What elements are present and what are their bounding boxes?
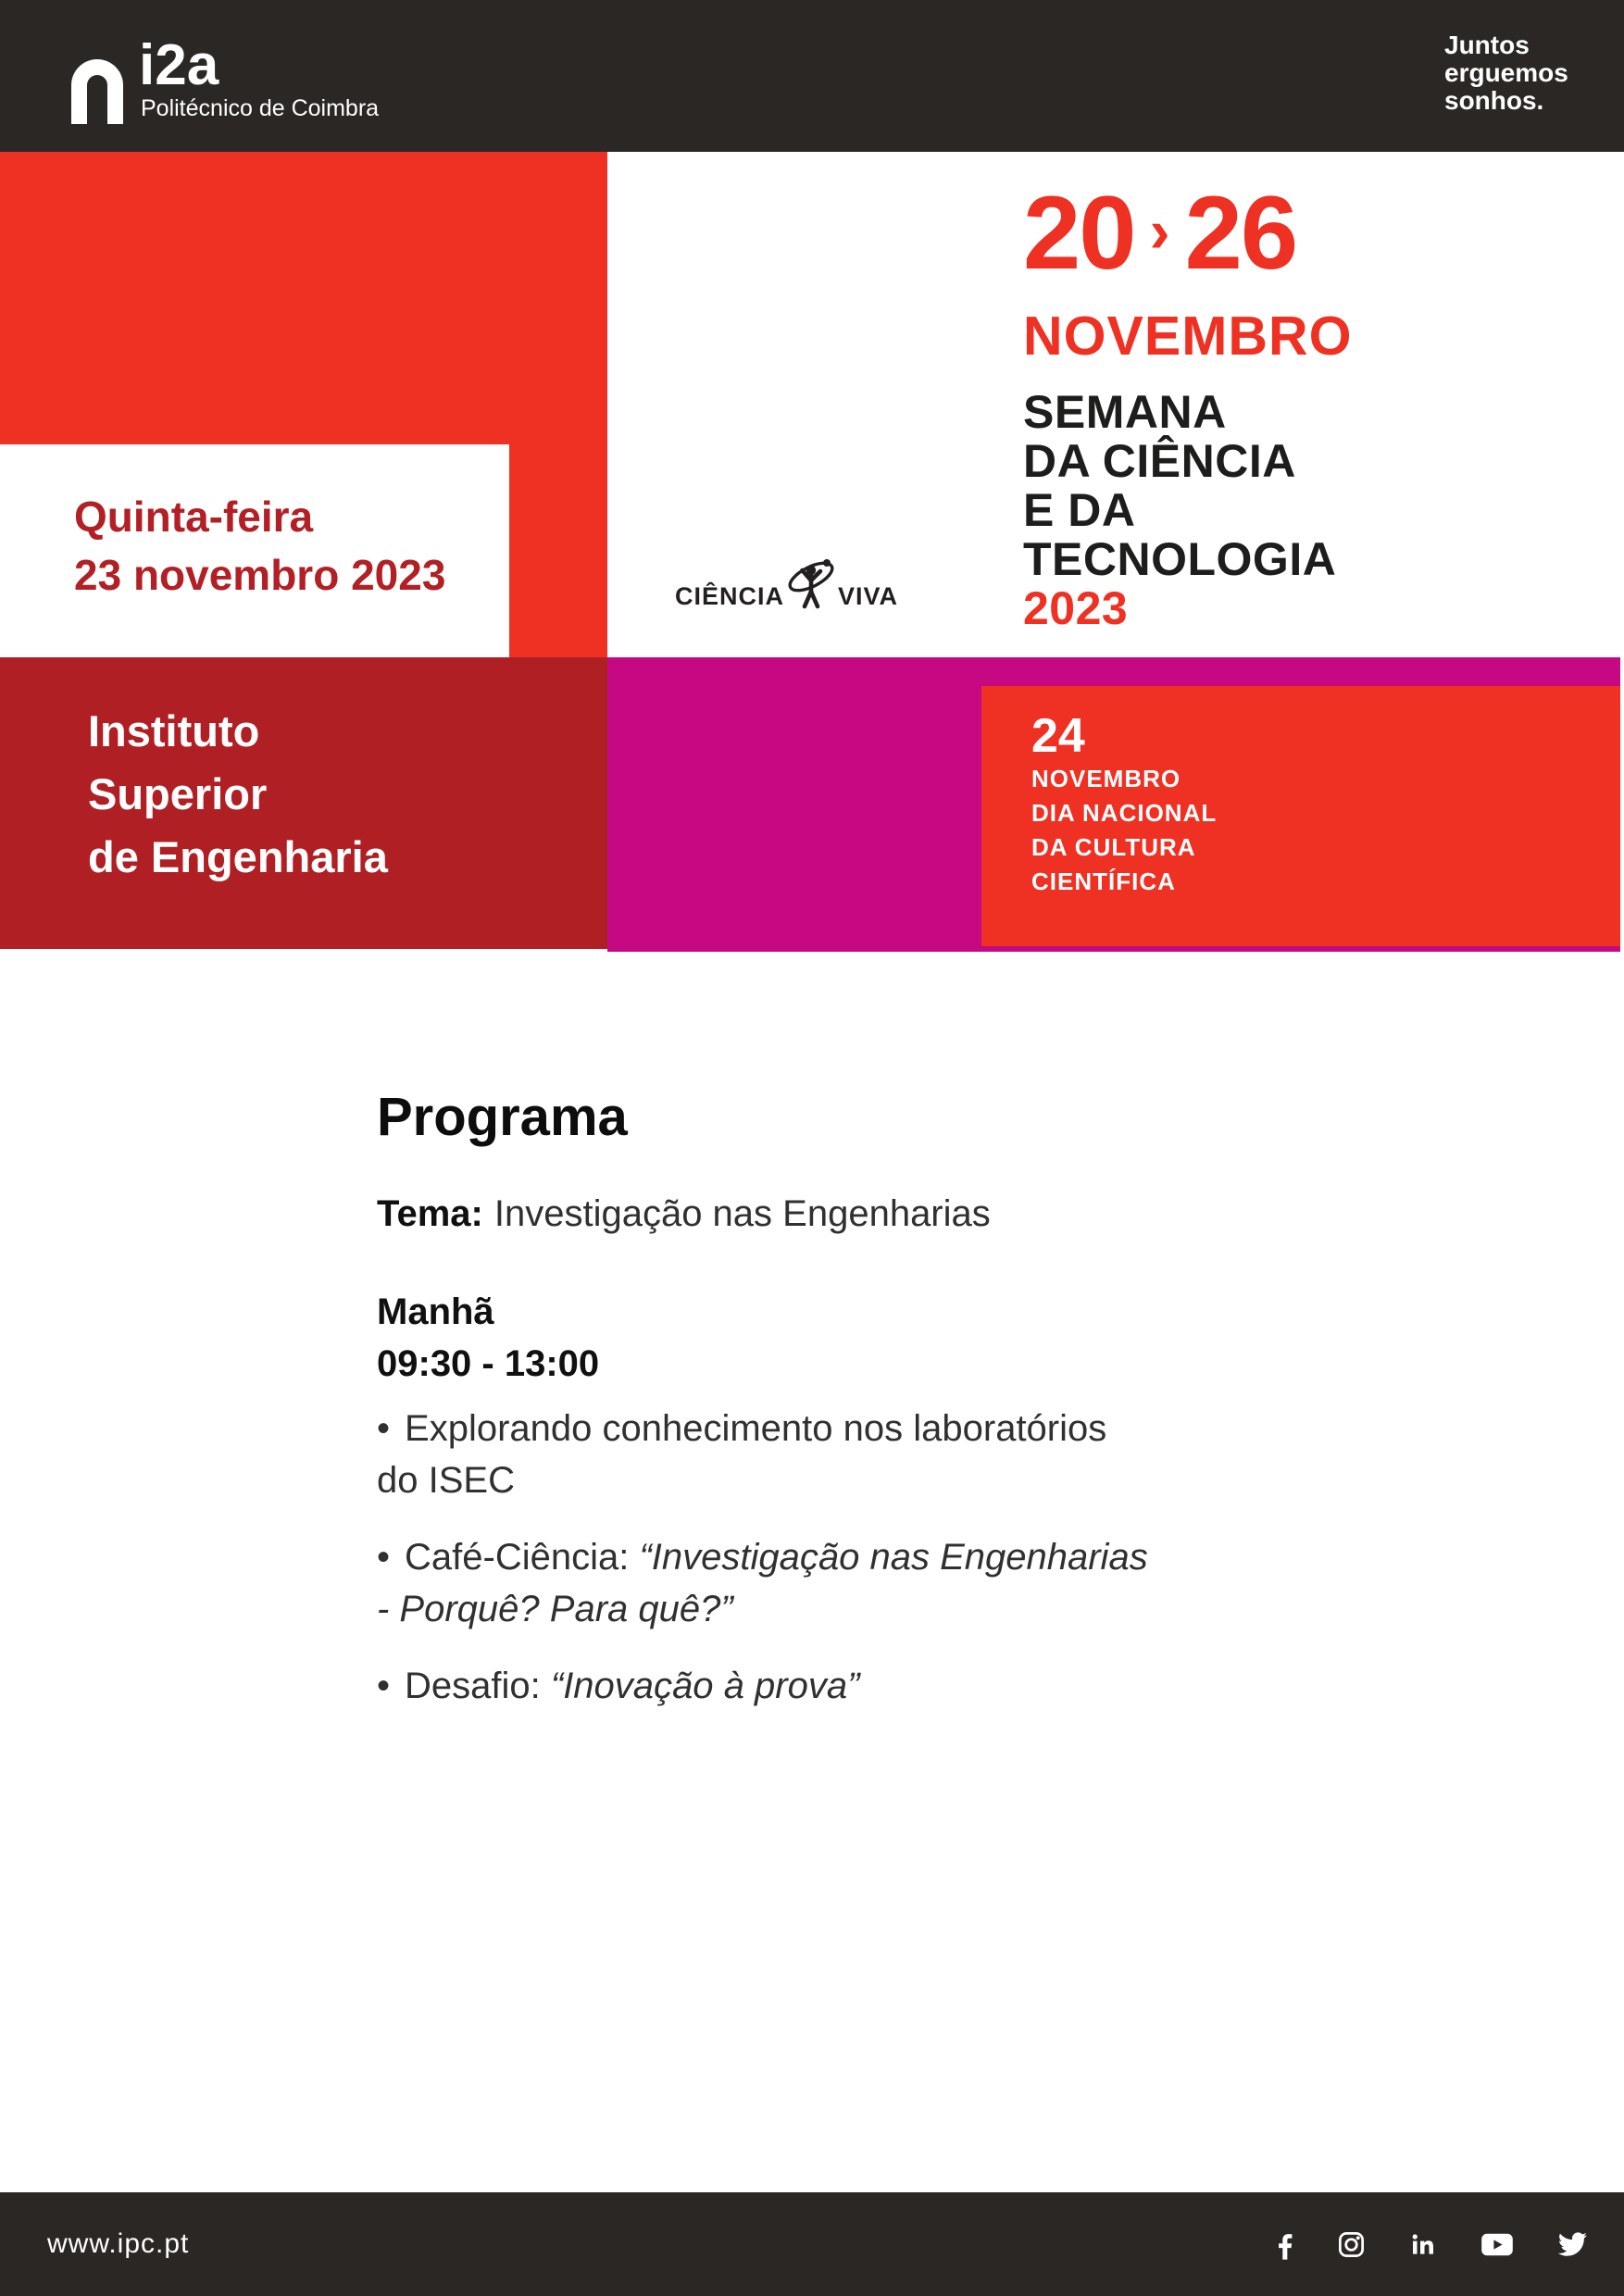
header-bar (0, 0, 1624, 152)
tagline-line: sonhos. (1444, 86, 1544, 115)
hero-title-line: DA CIÊNCIA (1023, 435, 1296, 487)
program-item (377, 1660, 1210, 1712)
hero-title-line: SEMANA (1023, 386, 1227, 438)
facebook-icon (1276, 2228, 1293, 2260)
hero-red-column (509, 444, 607, 657)
highlight-line: DIA NACIONAL (1031, 799, 1218, 827)
brand-subtitle: Politécnico de Coimbra (141, 95, 380, 121)
theme-value: Investigação nas Engenharias (493, 1193, 991, 1234)
orbit-person-icon (785, 553, 837, 610)
tagline (1444, 31, 1568, 115)
hero-date-range (1023, 175, 1352, 291)
linkedin-icon (1409, 2230, 1437, 2258)
highlight-line: DA CULTURA (1031, 833, 1196, 861)
chevron-right-icon: › (1149, 196, 1170, 265)
hero-month: NOVEMBRO (1023, 306, 1353, 367)
item-text: Explorando conhecimento nos laboratórios (405, 1408, 1107, 1449)
ciencia-viva-logo (675, 553, 898, 609)
event-date-box (74, 488, 445, 605)
item-text-italic: “Investigação nas Engenharias (639, 1537, 1148, 1578)
youtube-icon (1480, 2232, 1514, 2257)
twitter-icon (1557, 2232, 1587, 2257)
institute-name (88, 700, 388, 889)
instagram-icon (1337, 2230, 1366, 2259)
program-item (377, 1531, 1210, 1635)
hero-day-to: 26 (1184, 175, 1297, 291)
social-icons (1276, 2228, 1587, 2260)
ciencia-viva-word-left: CIÊNCIA (675, 582, 785, 610)
footer-url: www.ipc.pt (47, 2228, 190, 2259)
hero-title (1023, 388, 1352, 633)
item-text: Desafio: (405, 1666, 551, 1706)
hero-red-block (0, 152, 607, 444)
event-date: 23 novembro 2023 (74, 551, 446, 599)
hero-title-line: TECNOLOGIA (1023, 533, 1337, 585)
institute-line: Instituto (88, 706, 260, 755)
theme-label: Tema: (377, 1193, 483, 1234)
item-text: do ISEC (377, 1460, 515, 1501)
tagline-line: Juntos (1444, 31, 1530, 59)
brand-name: i2a (139, 33, 219, 97)
footer-bar (0, 2192, 1624, 2296)
tagline-line: erguemos (1444, 58, 1568, 87)
program-item (377, 1403, 1210, 1506)
session-hours: 09:30 - 13:00 (377, 1343, 600, 1384)
item-text: Café-Ciência: (405, 1537, 640, 1578)
hero-year: 2023 (1023, 582, 1129, 634)
institute-line: de Engenharia (88, 832, 388, 881)
hero-title-line: E DA (1023, 484, 1136, 536)
program-items (377, 1403, 1210, 1737)
session-label: Manhã (377, 1292, 494, 1332)
program-theme (377, 1192, 991, 1235)
event-weekday: Quinta-feira (74, 493, 314, 541)
highlight-day-box (981, 686, 1620, 946)
hero-day-from: 20 (1023, 175, 1135, 291)
institute-line: Superior (88, 769, 268, 818)
highlight-lines (1031, 762, 1602, 899)
item-text-italic: “Inovação à prova” (550, 1666, 860, 1706)
highlight-line: NOVEMBRO (1031, 765, 1181, 792)
highlight-line: CIENTÍFICA (1031, 867, 1176, 895)
program-title: Programa (377, 1087, 628, 1147)
hero-text-block (1023, 175, 1353, 634)
item-text-italic: - Porquê? Para quê?” (377, 1589, 733, 1629)
bullet-icon: • (377, 1537, 391, 1578)
ciencia-viva-word-right: VIVA (838, 582, 899, 610)
bullet-icon: • (377, 1666, 391, 1706)
highlight-day: 24 (1031, 709, 1085, 763)
bullet-icon: • (377, 1408, 391, 1449)
ipc-arch-logo-icon (71, 59, 123, 124)
